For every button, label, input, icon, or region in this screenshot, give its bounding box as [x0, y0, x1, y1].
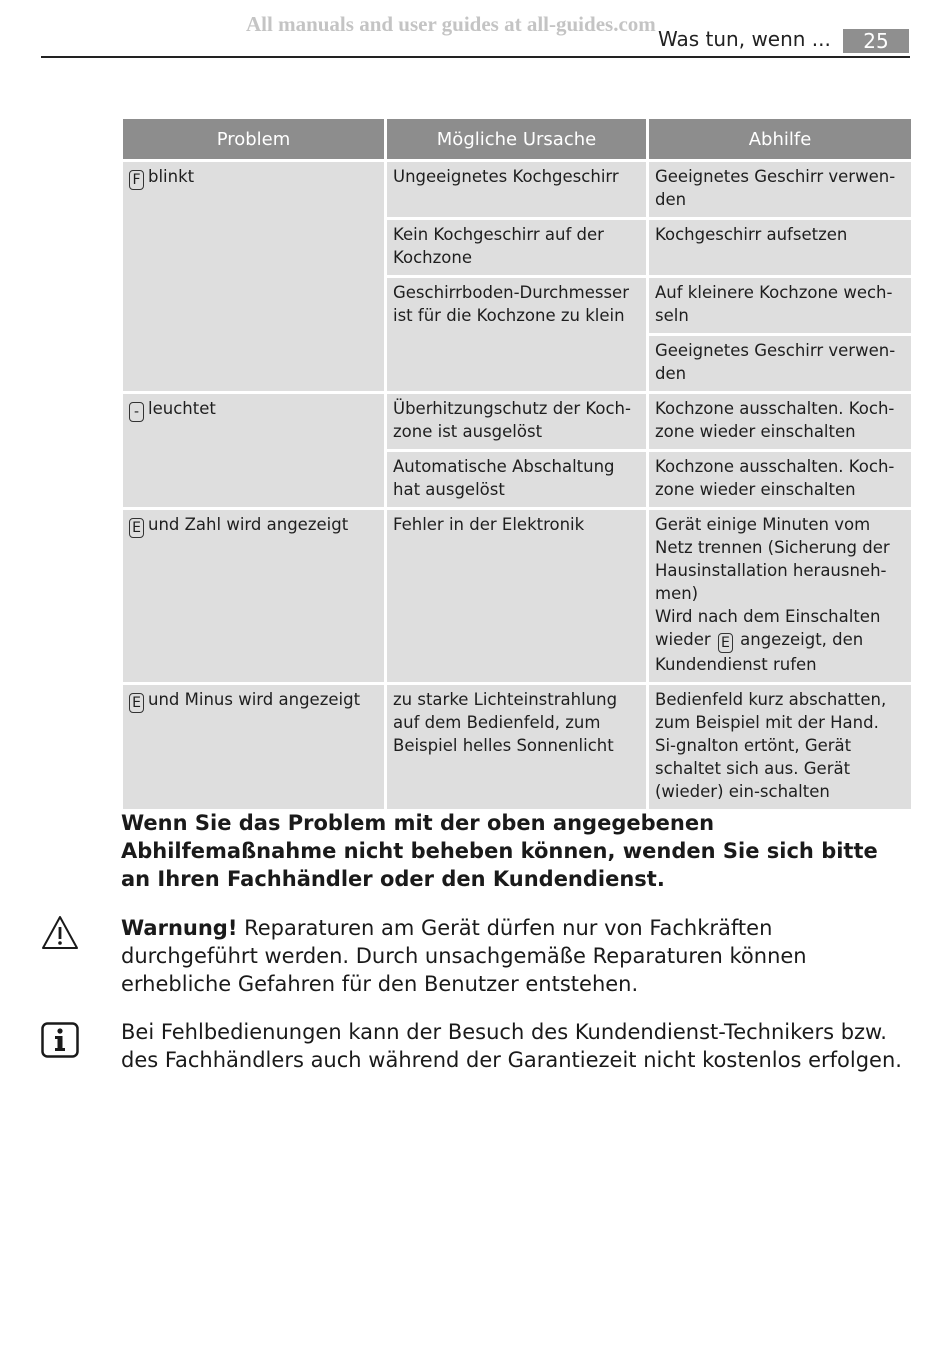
table-row: [123, 685, 911, 809]
section-title: Was tun, wenn ...: [658, 27, 831, 51]
watermark: All manuals and user guides at all-guides.com: [246, 12, 656, 36]
remedy-text-with-symbol: [655, 605, 905, 676]
problem-cell: [123, 394, 384, 507]
display-symbol: E: [129, 518, 144, 538]
problem-text: leuchtet: [148, 399, 216, 418]
problem-cell: [123, 162, 384, 391]
page-number: 25: [843, 29, 909, 53]
cause-cell: Ungeeignetes Kochgeschirr: [387, 162, 646, 217]
remedy-cell: Bedienfeld kurz abschatten, zum Beispiel mit der Hand. Si-gnalton ertönt, Gerät schaltet sich aus. Gerät (wieder) ein-schalten: [649, 685, 911, 809]
problem-text: und Zahl wird angezeigt: [148, 515, 349, 534]
remedy-cell: [649, 510, 911, 682]
warning-paragraph: [121, 914, 913, 998]
cause-cell: Kein Kochgeschirr auf der Kochzone: [387, 220, 646, 275]
display-symbol: E: [718, 633, 733, 653]
problem-text: blinkt: [148, 167, 195, 186]
service-notice: Wenn Sie das Problem mit der oben angegebenen Abhilfemaßnahme nicht beheben können, wenden Sie sich bitte an Ihren Fachhändler oder den Kundendienst.: [121, 811, 878, 891]
display-symbol: -: [129, 402, 144, 422]
table-row: [123, 394, 911, 449]
remedy-cell: Kochgeschirr aufsetzen: [649, 220, 911, 275]
display-symbol: E: [129, 693, 144, 713]
warning-triangle-icon: [40, 914, 80, 954]
remedy-cell: Geeignetes Geschirr verwen-den: [649, 162, 911, 217]
header-rule: [41, 56, 910, 58]
problem-text: und Minus wird angezeigt: [148, 690, 361, 709]
table-row: [123, 162, 911, 217]
cause-cell: Automatische Abschaltung hat ausgelöst: [387, 452, 646, 507]
table-header-row: [123, 119, 911, 159]
column-header-cause: Mögliche Ursache: [387, 119, 646, 159]
warning-text: Reparaturen am Gerät dürfen nur von Fachkräften durchgeführt werden. Durch unsachgemäße Reparaturen können erhebliche Gefahren für den Benutzer entstehen.: [121, 916, 807, 996]
remedy-text: Wird nach dem Einschalten wieder: [655, 607, 881, 649]
column-header-remedy: Abhilfe: [649, 119, 911, 159]
column-header-problem: Problem: [123, 119, 384, 159]
cause-cell: Überhitzungschutz der Koch-zone ist ausgelöst: [387, 394, 646, 449]
remedy-cell: Kochzone ausschalten. Koch-zone wieder einschalten: [649, 452, 911, 507]
info-paragraph: Bei Fehlbedienungen kann der Besuch des Kundendienst-Technikers bzw. des Fachhändlers auch während der Garantiezeit nicht kostenlos erfolgen.: [121, 1020, 902, 1072]
info-icon: [41, 1022, 79, 1058]
remedy-cell: Geeignetes Geschirr verwen-den: [649, 336, 911, 391]
table-row: [123, 510, 911, 682]
display-symbol: F: [129, 170, 144, 190]
remedy-text: angezeigt, den Kundendienst rufen: [655, 630, 864, 674]
remedy-cell: Auf kleinere Kochzone wech-seln: [649, 278, 911, 333]
warning-label: Warnung!: [121, 916, 238, 940]
cause-cell: zu starke Lichteinstrahlung auf dem Bedienfeld, zum Beispiel helles Sonnenlicht: [387, 685, 646, 809]
troubleshooting-table: [120, 116, 914, 812]
cause-cell: Fehler in der Elektronik: [387, 510, 646, 682]
problem-cell: [123, 510, 384, 682]
cause-cell: Geschirrboden-Durchmesser ist für die Kochzone zu klein: [387, 278, 646, 391]
remedy-text: Gerät einige Minuten vom Netz trennen (Sicherung der Hausinstallation herausneh-men): [655, 515, 890, 603]
remedy-cell: Kochzone ausschalten. Koch-zone wieder einschalten: [649, 394, 911, 449]
problem-cell: [123, 685, 384, 809]
